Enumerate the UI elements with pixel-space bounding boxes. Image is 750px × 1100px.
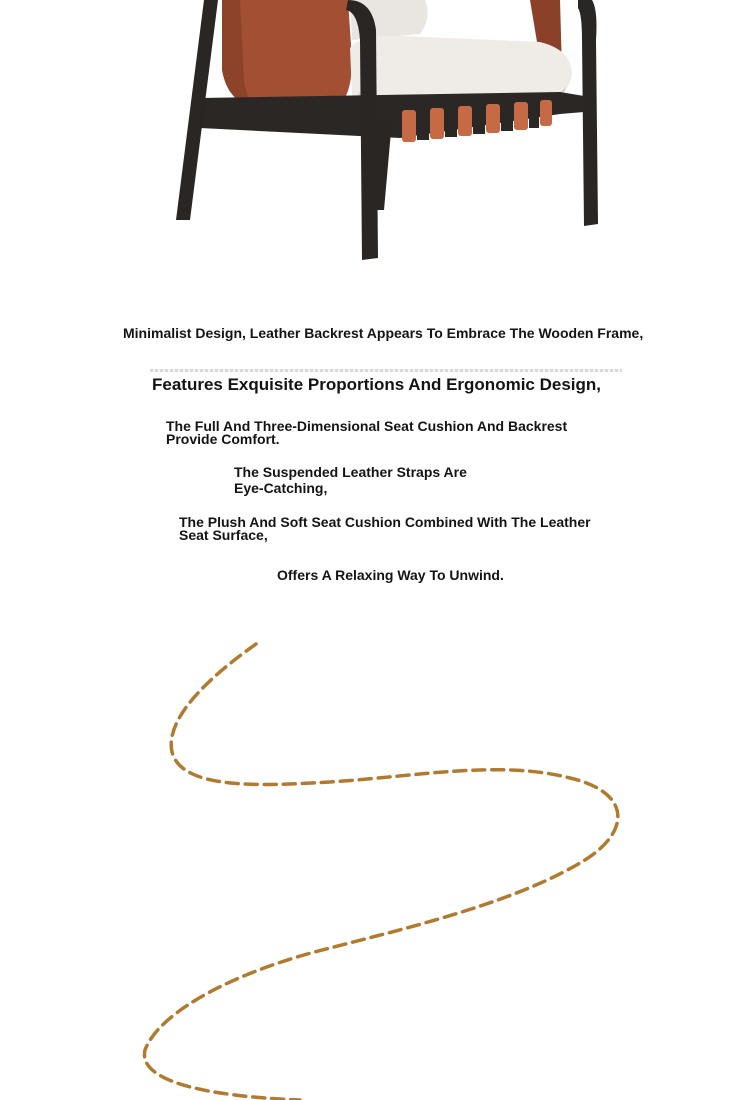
decorative-rule: [150, 369, 622, 372]
copy-line: Provide Comfort.: [166, 431, 280, 447]
copy-block-seat-cushion: [166, 420, 567, 446]
copy-block-plush-cushion: [179, 516, 591, 542]
dashed-curve-decoration: [0, 600, 750, 1100]
copy-block-leather-straps: [234, 464, 467, 496]
copy-line: The Full And Three-Dimensional Seat Cushion And Backrest: [166, 418, 568, 434]
copy-line: The Suspended Leather Straps Are: [234, 464, 467, 480]
copy-line: Seat Surface,: [179, 527, 268, 543]
copy-line-minimalist-design: Minimalist Design, Leather Backrest Appears To Embrace The Wooden Frame,: [123, 325, 644, 341]
chair-product-image: [0, 0, 750, 280]
copy-line: The Plush And Soft Seat Cushion Combined With The Leather: [179, 514, 591, 530]
copy-line: Eye-Catching,: [234, 480, 328, 496]
dashed-curve-path: [144, 644, 617, 1100]
copy-line-proportions: Features Exquisite Proportions And Ergonomic Design,: [152, 375, 601, 394]
copy-line-relaxing: Offers A Relaxing Way To Unwind.: [277, 567, 504, 583]
